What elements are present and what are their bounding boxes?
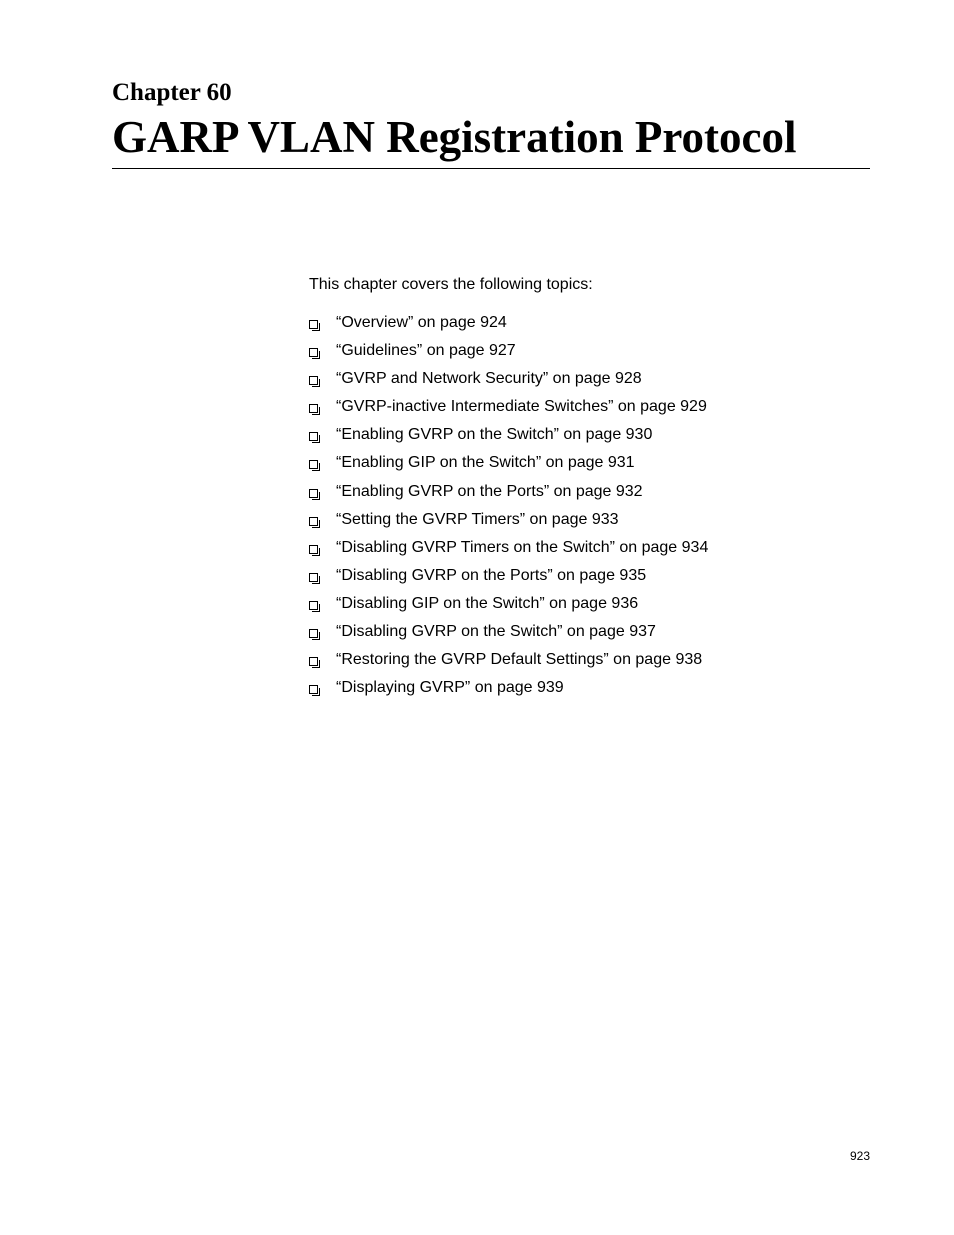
topic-item bbox=[309, 340, 708, 368]
checkbox-bullet-icon bbox=[309, 657, 318, 666]
topic-link[interactable]: “GVRP and Network Security” on page 928 bbox=[336, 370, 642, 388]
topic-item bbox=[309, 424, 708, 452]
topic-item bbox=[309, 368, 708, 396]
page-number: 923 bbox=[849, 1149, 870, 1163]
intro-text: This chapter covers the following topics: bbox=[309, 276, 593, 293]
checkbox-bullet-icon bbox=[309, 517, 318, 526]
checkbox-bullet-icon bbox=[309, 376, 318, 385]
topic-item bbox=[309, 565, 708, 593]
checkbox-bullet-icon bbox=[309, 601, 318, 610]
topic-item bbox=[309, 481, 708, 509]
topic-link[interactable]: “Displaying GVRP” on page 939 bbox=[336, 679, 564, 697]
checkbox-bullet-icon bbox=[309, 685, 318, 694]
topic-item bbox=[309, 621, 708, 649]
topic-link[interactable]: “Disabling GVRP Timers on the Switch” on page 934 bbox=[336, 538, 709, 556]
topic-link[interactable]: “Disabling GIP on the Switch” on page 936 bbox=[336, 594, 639, 612]
chapter-title: GARP VLAN Registration Protocol bbox=[112, 112, 797, 162]
topic-item bbox=[309, 312, 708, 340]
checkbox-bullet-icon bbox=[309, 404, 318, 413]
topic-link[interactable]: “Disabling GVRP on the Switch” on page 937 bbox=[336, 623, 656, 641]
topic-link[interactable]: “Enabling GVRP on the Ports” on page 932 bbox=[336, 482, 643, 500]
checkbox-bullet-icon bbox=[309, 432, 318, 441]
topic-item bbox=[309, 677, 708, 705]
topic-link[interactable]: “Setting the GVRP Timers” on page 933 bbox=[336, 510, 619, 528]
title-divider bbox=[112, 168, 870, 169]
topic-item bbox=[309, 593, 708, 621]
topic-item bbox=[309, 649, 708, 677]
topic-item bbox=[309, 452, 708, 480]
checkbox-bullet-icon bbox=[309, 320, 318, 329]
checkbox-bullet-icon bbox=[309, 489, 318, 498]
topic-link[interactable]: “Restoring the GVRP Default Settings” on page 938 bbox=[336, 651, 703, 669]
checkbox-bullet-icon bbox=[309, 629, 318, 638]
topic-link[interactable]: “Enabling GVRP on the Switch” on page 930 bbox=[336, 426, 653, 444]
topic-link[interactable]: “Guidelines” on page 927 bbox=[336, 342, 516, 360]
topic-item bbox=[309, 509, 708, 537]
topic-link[interactable]: “GVRP-inactive Intermediate Switches” on page 929 bbox=[336, 398, 707, 416]
topic-link[interactable]: “Overview” on page 924 bbox=[336, 314, 507, 331]
topic-item bbox=[309, 537, 708, 565]
topic-item bbox=[309, 396, 708, 424]
chapter-label: Chapter 60 bbox=[112, 79, 232, 106]
topic-list bbox=[309, 312, 708, 705]
checkbox-bullet-icon bbox=[309, 460, 318, 469]
checkbox-bullet-icon bbox=[309, 348, 318, 357]
topic-link[interactable]: “Enabling GIP on the Switch” on page 931 bbox=[336, 454, 635, 472]
checkbox-bullet-icon bbox=[309, 573, 318, 582]
checkbox-bullet-icon bbox=[309, 545, 318, 554]
topic-link[interactable]: “Disabling GVRP on the Ports” on page 935 bbox=[336, 566, 647, 584]
